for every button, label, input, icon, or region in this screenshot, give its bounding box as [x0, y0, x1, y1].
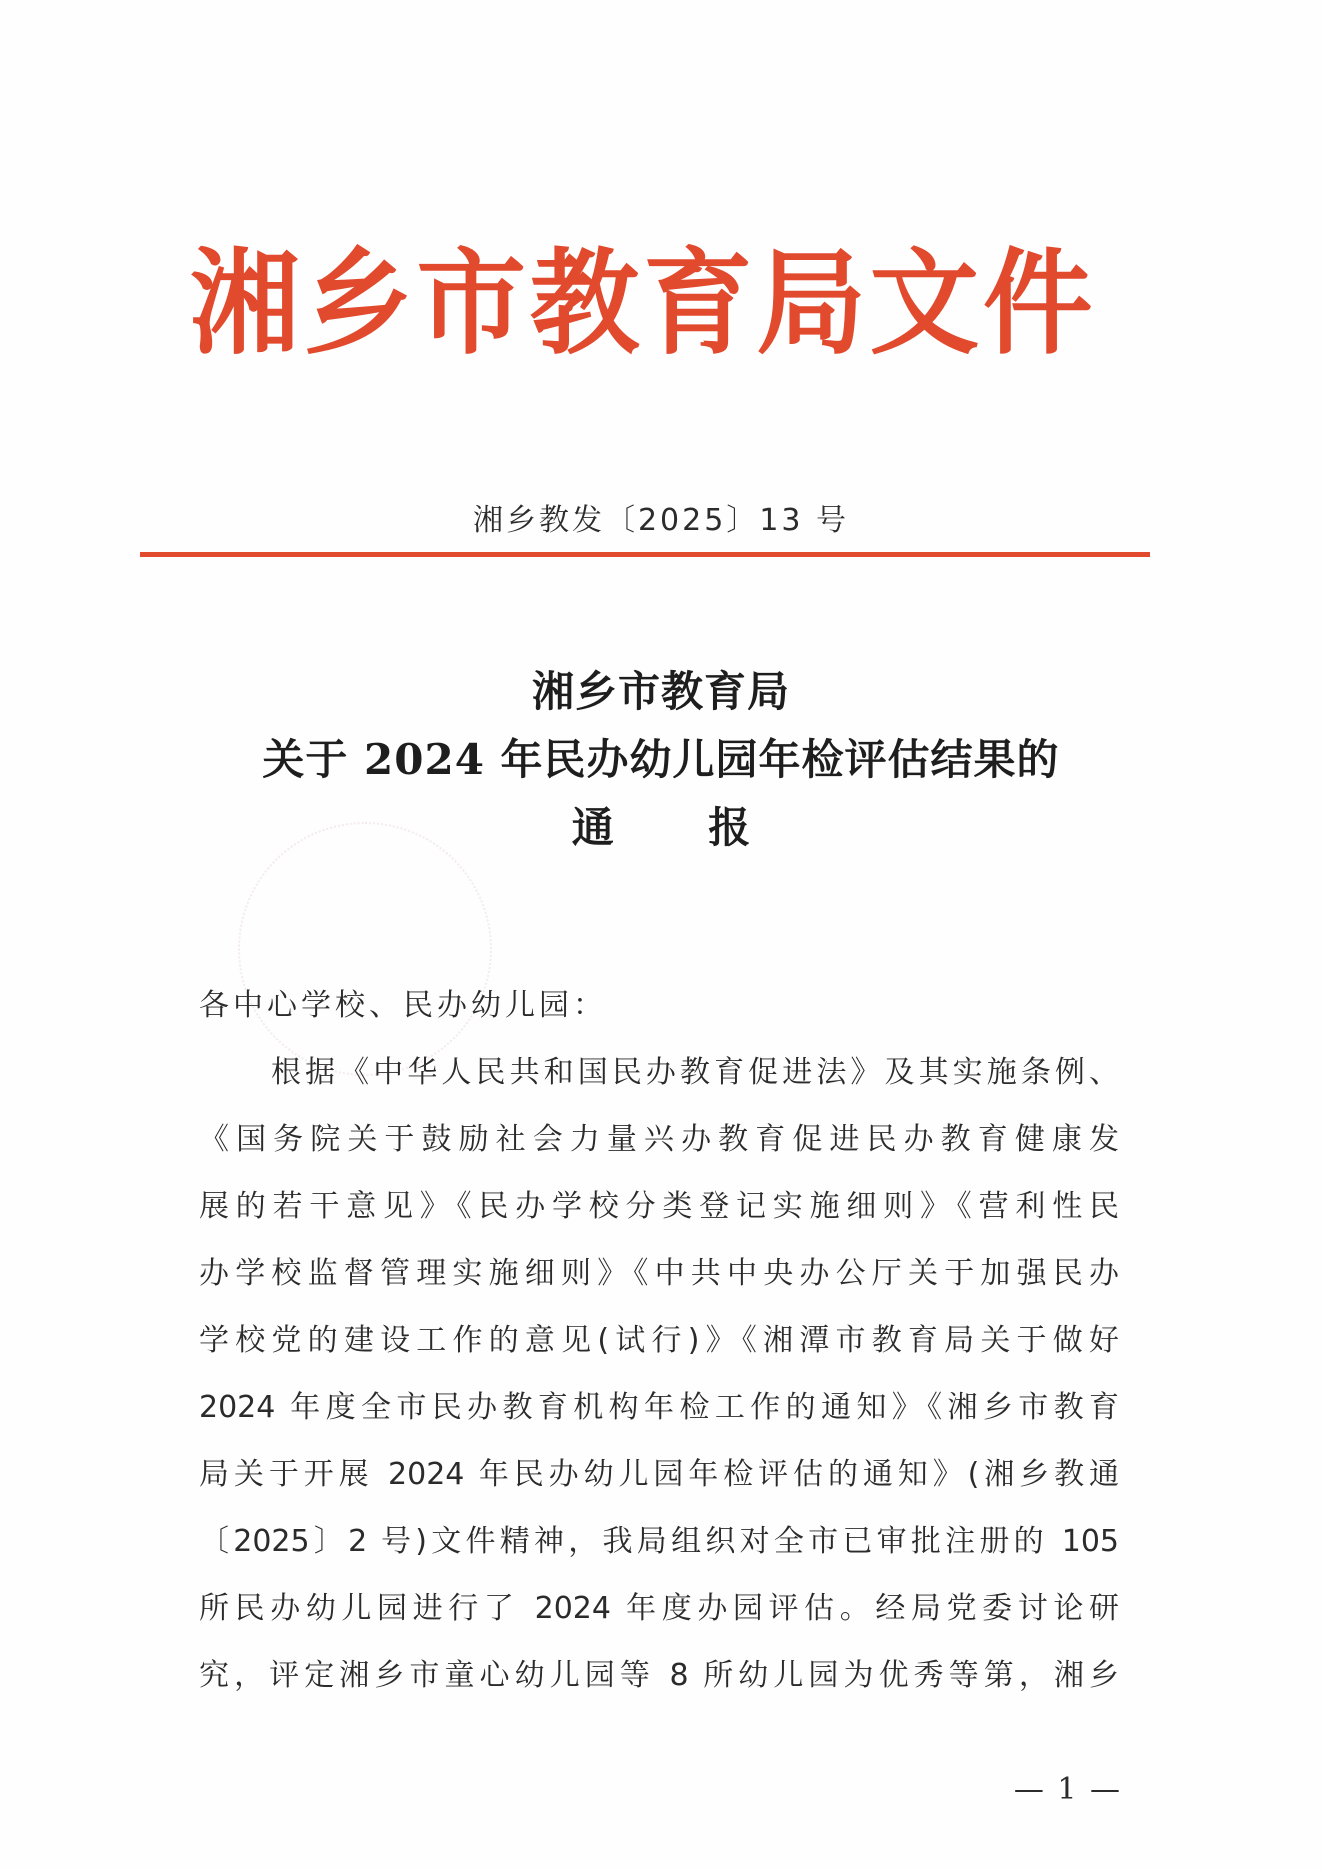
- body-line: 所民办幼儿园进行了 2024 年度办园评估。经局党委讨论研: [199, 1591, 1119, 1626]
- red-divider-line: [140, 552, 1150, 557]
- body-line: 〔2025〕2 号)文件精神，我局组织对全市已审批注册的 105: [199, 1524, 1119, 1559]
- body-line: 究，评定湘乡市童心幼儿园等 8 所幼儿园为优秀等第，湘乡: [199, 1658, 1119, 1693]
- body-line: 局关于开展 2024 年民办幼儿园年检评估的通知》(湘乡教通: [199, 1457, 1119, 1492]
- masthead-title: 湘乡市教育局文件: [190, 236, 1097, 370]
- title-line-subject: 关于 2024 年民办幼儿园年检评估结果的: [262, 735, 1060, 784]
- title-line-type: 通 报: [571, 803, 791, 852]
- body-line: 《国务院关于鼓励社会力量兴办教育促进民办教育健康发: [199, 1122, 1119, 1157]
- document-title: [0, 658, 1322, 862]
- body-line: 2024 年度全市民办教育机构年检工作的通知》《湘乡市教育: [199, 1390, 1119, 1425]
- body-line: 办学校监督管理实施细则》《中共中央办公厅关于加强民办: [199, 1256, 1119, 1291]
- page-number: — 1 —: [1013, 1772, 1122, 1807]
- salutation: 各中心学校、民办幼儿园：: [199, 988, 607, 1023]
- body-line: 学校党的建设工作的意见(试行)》《湘潭市教育局关于做好: [199, 1323, 1119, 1358]
- body-line: 展的若干意见》《民办学校分类登记实施细则》《营利性民: [199, 1189, 1119, 1224]
- body-line: 根据《中华人民共和国民办教育促进法》及其实施条例、: [271, 1055, 1119, 1090]
- document-body: [199, 972, 1119, 1709]
- title-line-issuer: 湘乡市教育局: [531, 667, 790, 716]
- document-number: 湘乡教发〔2025〕13 号: [472, 503, 850, 538]
